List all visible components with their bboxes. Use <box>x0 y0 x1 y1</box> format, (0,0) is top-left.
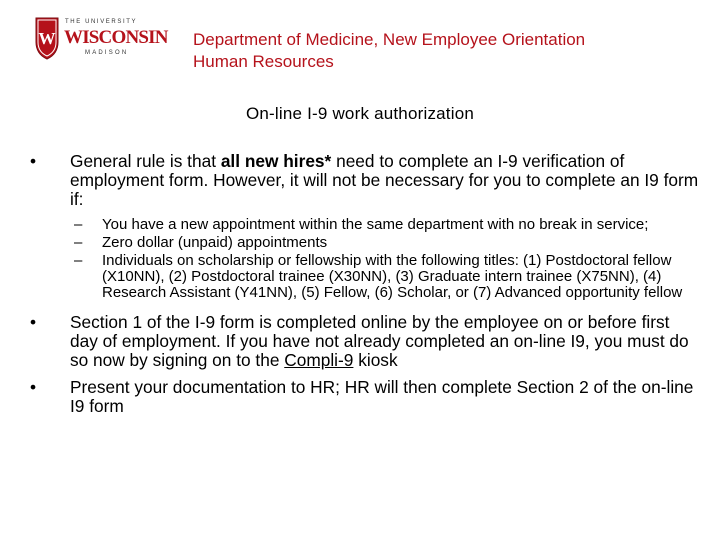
slide-content <box>30 152 700 424</box>
sub-bullet-marker: – <box>74 216 83 233</box>
sub-bullet-3-text: Individuals on scholarship or fellowship with the following titles: (1) Postdoctoral fellow (X10NN), (2) Postdoctoral trainee (X30NN), (3) Graduate intern trainee (X75NN), (4) Research Assistant (Y41NN), (5) Fellow, (6) Scholar, or (7) Advanced opportunity fellow <box>102 252 683 301</box>
slide-header <box>193 29 585 73</box>
bullet-2-text-post: kiosk <box>353 350 398 370</box>
header-line-2: Human Resources <box>193 52 334 71</box>
sub-bullet-marker: – <box>74 252 83 269</box>
bullet-3 <box>30 378 700 416</box>
compli9-link[interactable]: Compli-9 <box>284 350 354 370</box>
bullet-1 <box>30 152 700 209</box>
crest-icon <box>34 16 60 60</box>
sub-bullet-2-text: Zero dollar (unpaid) appointments <box>102 234 328 251</box>
bullet-3-text: Present your documentation to HR; HR will then complete Section 2 of the on-line I9 form <box>70 377 694 416</box>
logo-sub-text: MADISON <box>85 50 129 56</box>
sub-bullet-1 <box>30 217 700 233</box>
bullet-1-text-post: need to complete an I-9 verification of employment form. However, it will not be necessary for you to complete an I9 form if: <box>70 151 699 209</box>
sub-bullet-3 <box>30 253 700 301</box>
crest-letter: W <box>38 29 56 48</box>
sub-bullet-1-text: You have a new appointment within the same department with no break in service; <box>102 216 649 233</box>
slide-title: On-line I-9 work authorization <box>245 104 475 123</box>
bullet-marker: • <box>30 377 37 397</box>
logo-top-text: THE UNIVERSITY <box>65 19 138 25</box>
bullet-marker: • <box>30 312 37 332</box>
sub-bullet-list <box>30 217 700 301</box>
bullet-1-text-pre: General rule is that <box>70 151 221 171</box>
bullet-2-text-pre: Section 1 of the I-9 form is completed online by the employee on or before first day of employment. If you have not already completed an on-line I9, you must do so now by signing on to the <box>70 312 689 370</box>
sub-bullet-marker: – <box>74 234 83 251</box>
logo-main-text: WISCONSIN <box>64 27 168 48</box>
university-logo <box>34 16 168 62</box>
header-line-1: Department of Medicine, New Employee Orientation <box>193 30 586 49</box>
sub-bullet-2 <box>30 235 700 251</box>
bullet-1-text-bold: all new hires* <box>220 151 332 171</box>
bullet-2 <box>30 313 700 370</box>
bullet-marker: • <box>30 151 37 171</box>
